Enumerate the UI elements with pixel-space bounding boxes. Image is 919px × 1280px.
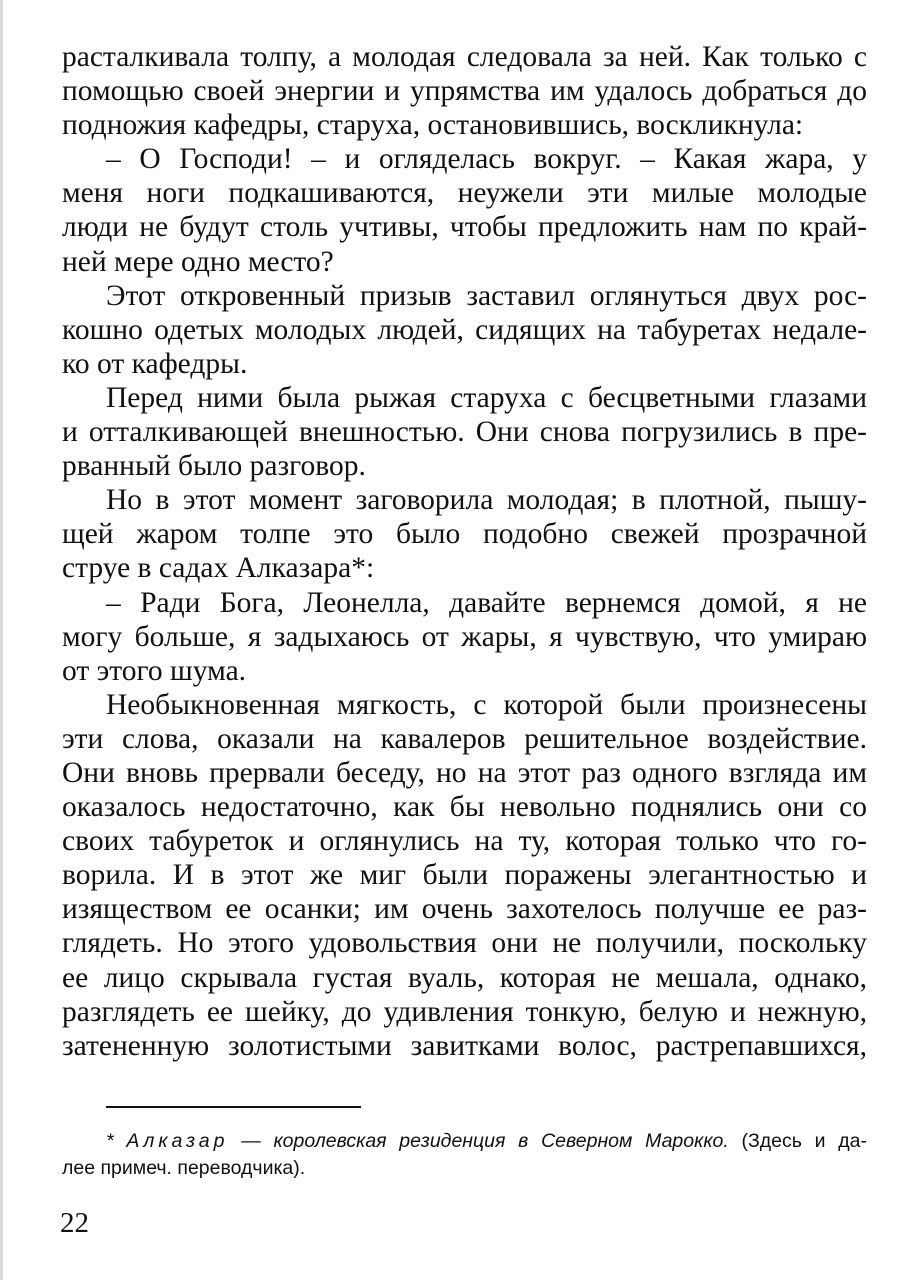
- text-line: струе в садах Алказара*:: [62, 552, 375, 585]
- text-line: глядеть. Но этого удовольствия они не получили, поскольку: [62, 927, 867, 960]
- footnote-line-2: лее примеч. переводчика).: [62, 1157, 306, 1179]
- text-line: рванный было разговор.: [62, 450, 366, 483]
- footnote-line-1: [62, 1128, 867, 1155]
- text-line: кошно одетых молодых людей, сидящих на табуретах недале-: [62, 313, 867, 346]
- text-line: меня ноги подкашиваются, неужели эти милые молодые: [62, 177, 867, 210]
- text-line: ворила. И в этот же миг были поражены элегантностью и: [62, 859, 867, 892]
- text-line: щей жаром толпе это было подобно свежей прозрачной: [62, 518, 867, 551]
- footnote-term: Алказар: [126, 1130, 229, 1152]
- text-line: – О Господи! – и огляделась вокруг. – Какая жара, у: [106, 143, 867, 176]
- text-line: ней мере одно место?: [62, 245, 334, 278]
- text-line: изяществом ее осанки; им очень захотелось получше ее раз-: [62, 893, 867, 926]
- text-line: Перед ними была рыжая старуха с бесцветными глазами: [106, 381, 867, 414]
- text-line: и отталкивающей внешностью. Они снова погрузились в пре-: [62, 416, 867, 449]
- body-text: [62, 40, 867, 1063]
- text-line: Но в этот момент заговорила молодая; в плотной, пышу-: [106, 484, 867, 517]
- text-line: оказалось недостаточно, как бы невольно поднялись они со: [62, 791, 867, 824]
- text-line: помощью своей энергии и упрямства им удалось добраться до: [62, 75, 867, 108]
- text-line: расталкивала толпу, а молодая следовала за ней. Как только с: [62, 41, 867, 73]
- text-line: ко от кафедры.: [62, 347, 248, 380]
- text-line: эти слова, оказали на кавалеров решительное воздействие.: [62, 722, 867, 755]
- text-line: подножия кафедры, старуха, остановившись, воскликнула:: [62, 109, 804, 142]
- text-line: своих табуреток и оглянулись на ту, которая только что го-: [62, 825, 867, 858]
- page-edge-shadow: [0, 0, 3, 1280]
- footnote-marker: *: [106, 1130, 127, 1152]
- footnote-note-part-1: (Здесь и да-: [728, 1130, 867, 1152]
- text-line: от этого шума.: [62, 654, 247, 687]
- footnote-definition: — королевская резиденция в Северном Марокко.: [228, 1130, 729, 1152]
- text-line: люди не будут столь учтивы, чтобы предложить нам по край-: [62, 211, 867, 244]
- text-line: разглядеть ее шейку, до удивления тонкую, белую и нежную,: [62, 995, 867, 1028]
- text-line: затененную золотистыми завитками волос, растрепавшихся,: [62, 1029, 867, 1062]
- text-line: Этот откровенный призыв заставил оглянуться двух рос-: [106, 279, 867, 312]
- footnote-separator: [106, 1106, 361, 1108]
- text-line: могу больше, я задыхаюсь от жары, я чувствую, что умираю: [62, 620, 867, 653]
- text-line: ее лицо скрывала густая вуаль, которая не мешала, однако,: [62, 961, 867, 994]
- page-number: 22: [60, 1207, 89, 1239]
- footnote: [62, 1128, 867, 1182]
- text-line: Они вновь прервали беседу, но на этот раз одного взгляда им: [62, 756, 867, 789]
- text-line: Необыкновенная мягкость, с которой были произнесены: [106, 688, 867, 721]
- text-line: – Ради Бога, Леонелла, давайте вернемся домой, я не: [106, 586, 867, 619]
